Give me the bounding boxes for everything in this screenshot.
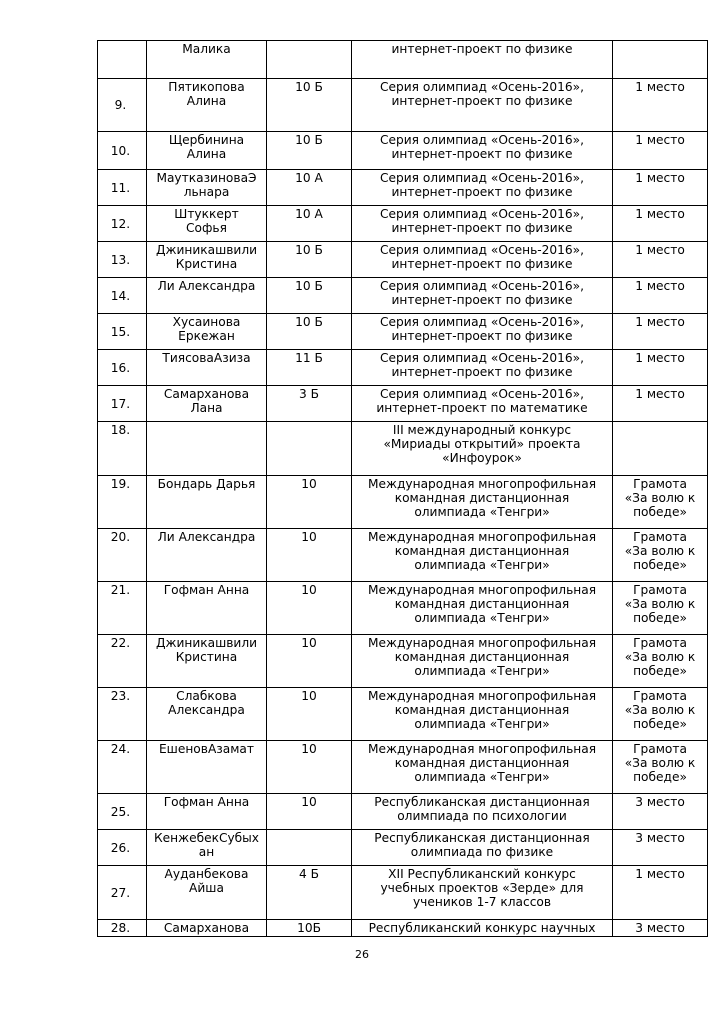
table-row [98,635,708,688]
result-cell: Грамота «За волю к победе» [613,635,708,688]
grade-cell: 10 А [267,170,352,206]
event-cell: Республиканский конкурс научных [352,920,613,937]
row-number: 23. [98,688,147,741]
row-number: 15. [98,314,147,350]
grade-cell: 10 [267,582,352,635]
table-row [98,422,708,476]
event-cell: Серия олимпиад «Осень-2016», интернет-проект по физике [352,350,613,386]
table-row [98,866,708,920]
result-cell: 1 место [613,242,708,278]
student-name: Ли Александра [147,529,267,582]
event-cell: Серия олимпиад «Осень-2016», интернет-проект по математике [352,386,613,422]
table-row [98,242,708,278]
table-row [98,132,708,170]
table-row [98,206,708,242]
row-number: 12. [98,206,147,242]
table-row [98,79,708,132]
event-cell: Международная многопрофильная командная дистанционная олимпиада «Тенгри» [352,529,613,582]
grade-cell: 10 Б [267,278,352,314]
table-row [98,476,708,529]
event-cell: XII Республиканский конкурс учебных проектов «Зерде» для учеников 1-7 классов [352,866,613,920]
student-name: Гофман Анна [147,794,267,830]
grade-cell [267,830,352,866]
table-row [98,830,708,866]
result-cell: 1 место [613,314,708,350]
result-cell: 1 место [613,866,708,920]
grade-cell: 10 А [267,206,352,242]
table-row [98,314,708,350]
result-cell: 1 место [613,79,708,132]
event-cell: Международная многопрофильная командная дистанционная олимпиада «Тенгри» [352,635,613,688]
student-name: МаутказиноваЭ льнара [147,170,267,206]
grade-cell: 10 Б [267,314,352,350]
grade-cell [267,41,352,79]
result-cell: Грамота «За волю к победе» [613,688,708,741]
student-name: Хусаинова Еркежан [147,314,267,350]
event-cell: Серия олимпиад «Осень-2016», интернет-проект по физике [352,132,613,170]
student-name: Бондарь Дарья [147,476,267,529]
event-cell: интернет-проект по физике [352,41,613,79]
row-number: 26. [98,830,147,866]
student-name [147,422,267,476]
awards-table [97,40,708,937]
student-name: Штуккерт Софья [147,206,267,242]
student-name: Самарханова [147,920,267,937]
student-name: Слабкова Александра [147,688,267,741]
table-row [98,41,708,79]
event-cell: Серия олимпиад «Осень-2016», интернет-проект по физике [352,79,613,132]
result-cell: Грамота «За волю к победе» [613,476,708,529]
student-name: ТиясоваАзиза [147,350,267,386]
result-cell: 3 место [613,830,708,866]
event-cell: Серия олимпиад «Осень-2016», интернет-проект по физике [352,170,613,206]
result-cell: 1 место [613,206,708,242]
row-number: 28. [98,920,147,937]
grade-cell: 10Б [267,920,352,937]
student-name: Ли Александра [147,278,267,314]
row-number: 25. [98,794,147,830]
student-name: Джиникашвили Кристина [147,635,267,688]
result-cell: 1 место [613,386,708,422]
event-cell: Международная многопрофильная командная дистанционная олимпиада «Тенгри» [352,688,613,741]
grade-cell: 10 [267,688,352,741]
result-cell: 3 место [613,920,708,937]
grade-cell: 10 Б [267,79,352,132]
row-number: 9. [98,79,147,132]
event-cell: Серия олимпиад «Осень-2016», интернет-проект по физике [352,242,613,278]
table-row [98,582,708,635]
result-cell: Грамота «За волю к победе» [613,741,708,794]
result-cell: 3 место [613,794,708,830]
event-cell: Серия олимпиад «Осень-2016», интернет-проект по физике [352,278,613,314]
event-cell: Международная многопрофильная командная дистанционная олимпиада «Тенгри» [352,741,613,794]
student-name: ЕшеновАзамат [147,741,267,794]
grade-cell: 3 Б [267,386,352,422]
grade-cell: 10 [267,529,352,582]
grade-cell: 11 Б [267,350,352,386]
table-row [98,529,708,582]
result-cell: 1 место [613,350,708,386]
event-cell: Серия олимпиад «Осень-2016», интернет-проект по физике [352,314,613,350]
grade-cell: 10 [267,476,352,529]
result-cell: Грамота «За волю к победе» [613,529,708,582]
row-number: 19. [98,476,147,529]
row-number [98,41,147,79]
grade-cell: 4 Б [267,866,352,920]
event-cell: Серия олимпиад «Осень-2016», интернет-проект по физике [352,206,613,242]
row-number: 17. [98,386,147,422]
row-number: 27. [98,866,147,920]
grade-cell [267,422,352,476]
row-number: 18. [98,422,147,476]
event-cell: Республиканская дистанционная олимпиада по физике [352,830,613,866]
grade-cell: 10 [267,635,352,688]
result-cell [613,41,708,79]
awards-table-body [98,41,708,937]
event-cell: Республиканская дистанционная олимпиада по психологии [352,794,613,830]
table-row [98,741,708,794]
student-name: Щербинина Алина [147,132,267,170]
table-row [98,920,708,937]
student-name: Малика [147,41,267,79]
student-name: Самарханова Лана [147,386,267,422]
table-row [98,794,708,830]
result-cell: 1 место [613,170,708,206]
row-number: 13. [98,242,147,278]
student-name: Ауданбекова Айша [147,866,267,920]
row-number: 11. [98,170,147,206]
student-name: Гофман Анна [147,582,267,635]
grade-cell: 10 [267,794,352,830]
table-row [98,386,708,422]
row-number: 14. [98,278,147,314]
result-cell: 1 место [613,132,708,170]
student-name: КенжебекСубых ан [147,830,267,866]
grade-cell: 10 Б [267,132,352,170]
result-cell: 1 место [613,278,708,314]
table-row [98,170,708,206]
student-name: Пятикопова Алина [147,79,267,132]
table-row [98,278,708,314]
row-number: 24. [98,741,147,794]
grade-cell: 10 Б [267,242,352,278]
result-cell: Грамота «За волю к победе» [613,582,708,635]
event-cell: Международная многопрофильная командная дистанционная олимпиада «Тенгри» [352,582,613,635]
page-number: 26 [355,948,369,961]
event-cell: Международная многопрофильная командная дистанционная олимпиада «Тенгри» [352,476,613,529]
student-name: Джиникашвили Кристина [147,242,267,278]
event-cell: III международный конкурс «Мириады открытий» проекта «Инфоурок» [352,422,613,476]
row-number: 10. [98,132,147,170]
grade-cell: 10 [267,741,352,794]
table-row [98,350,708,386]
result-cell [613,422,708,476]
row-number: 16. [98,350,147,386]
row-number: 20. [98,529,147,582]
row-number: 21. [98,582,147,635]
row-number: 22. [98,635,147,688]
table-row [98,688,708,741]
